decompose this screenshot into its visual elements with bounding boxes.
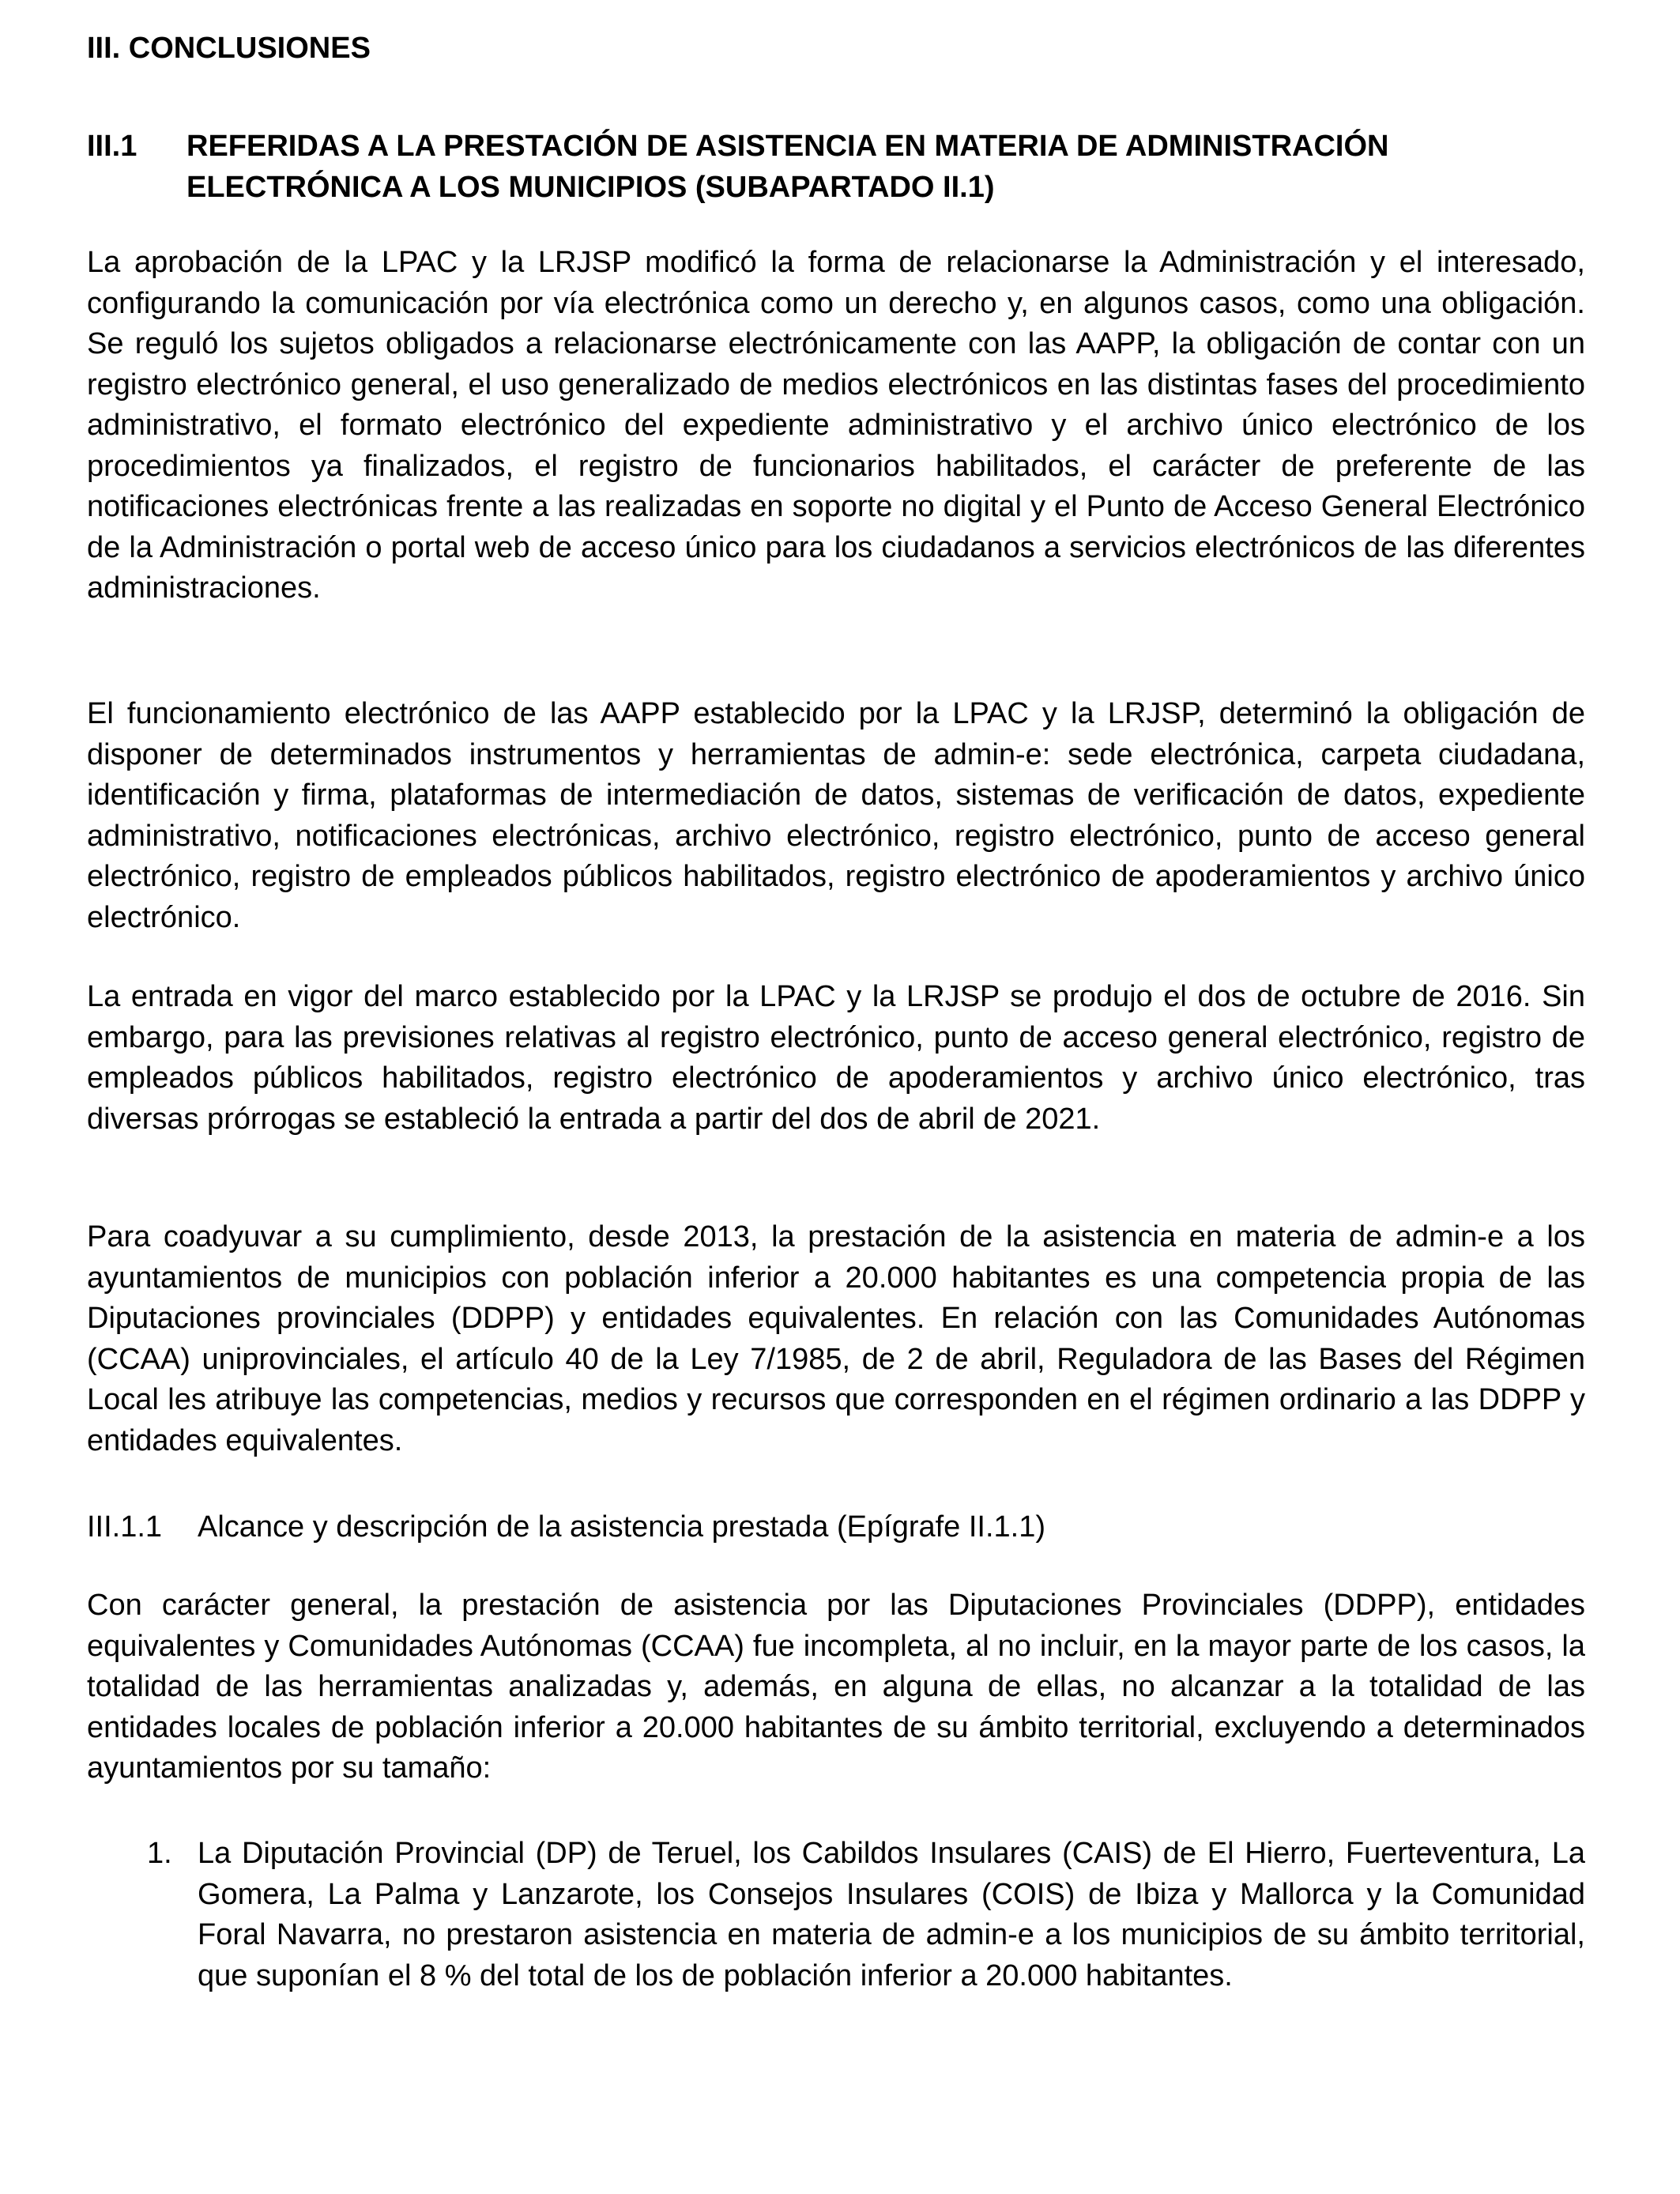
paragraph-3: La entrada en vigor del marco establecido por la LPAC y la LRJSP se produjo el dos de octubre de 2016. Sin embargo, para las previsiones relativas al registro electrónico, punto de acceso general electrónico, registro de empleados públicos habilitados, registro electrónico de apoderamientos y archivo único electrónico, tras diversas prórrogas se estableció la entrada a partir del dos de abril de 2021. [87, 980, 1585, 1136]
subsection-paragraph: Con carácter general, la prestación de asistencia por las Diputaciones Provinciales (DDPP), entidades equivalentes y Comunidades Autónomas (CCAA) fue incompleta, al no incluir, en la mayor parte de los casos, la totalidad de las herramientas analizadas y, además, en alguna de ellas, no alcanzar a la totalidad de las entidades locales de población inferior a 20.000 habitantes de su ámbito territorial, excluyendo a determinados ayuntamientos por su tamaño: [87, 1589, 1585, 1785]
list-item-text: La Diputación Provincial (DP) de Teruel, los Cabildos Insulares (CAIS) de El Hierro, Fuerteventura, La Gomera, La Palma y Lanzarote, los Consejos Insulares (COIS) de Ibiza y Mallorca y la Comunidad Foral Navarra, no prestaron asistencia en materia de admin-e a los municipios de su ámbito territorial, que suponían el 8 % del total de los de población inferior a 20.000 habitantes. [198, 1837, 1585, 1992]
list-marker: 1. [147, 1837, 172, 1870]
paragraph-4: Para coadyuvar a su cumplimiento, desde 2013, la prestación de la asistencia en materia de admin-e a los ayuntamientos de municipios con población inferior a 20.000 habitantes es una competencia propia de las Diputaciones provinciales (DDPP) y entidades equivalentes. En relación con las Comunidades Autónomas (CCAA) uniprovinciales, el artículo 40 de la Ley 7/1985, de 2 de abril, Reguladora de las Bases del Régimen Local les atribuye las competencias, medios y recursos que corresponden en el régimen ordinario a las DDPP y entidades equivalentes. [87, 1220, 1585, 1457]
subsection-number: III.1.1 [87, 1510, 163, 1544]
list-item [87, 1834, 1585, 1996]
subsection-heading [87, 1507, 1585, 1548]
section-number: III.1 [87, 130, 137, 163]
paragraph-2: El funcionamiento electrónico de las AAPP establecido por la LPAC y la LRJSP, determinó la obligación de disponer de determinados instrumentos y herramientas de admin-e: sede electrónica, carpeta ciudadana, identificación y firma, plataformas de intermediación de datos, sistemas de verificación de datos, expediente administrativo, notificaciones electrónicas, archivo electrónico, registro electrónico, punto de acceso general electrónico, registro de empleados públicos habilitados, registro electrónico de apoderamientos y archivo único electrónico. [87, 697, 1585, 934]
page-title: III. CONCLUSIONES [87, 32, 371, 65]
section-heading [87, 126, 1585, 208]
section-title: REFERIDAS A LA PRESTACIÓN DE ASISTENCIA EN MATERIA DE ADMINISTRACIÓN ELECTRÓNICA A LOS MUNICIPIOS (SUBAPARTADO II.1) [186, 130, 1389, 204]
subsection-title: Alcance y descripción de la asistencia prestada (Epígrafe II.1.1) [198, 1510, 1046, 1544]
paragraph-1: La aprobación de la LPAC y la LRJSP modificó la forma de relacionarse la Administración y el interesado, configurando la comunicación por vía electrónica como un derecho y, en algunos casos, como una obligación. Se reguló los sujetos obligados a relacionarse electrónicamente con las AAPP, la obligación de contar con un registro electrónico general, el uso generalizado de medios electrónicos en las distintas fases del procedimiento administrativo, el formato electrónico del expediente administrativo y el archivo único electrónico de los procedimientos ya finalizados, el registro de funcionarios habilitados, el carácter de preferente de las notificaciones electrónicas frente a las realizadas en soporte no digital y el Punto de Acceso General Electrónico de la Administración o portal web de acceso único para los ciudadanos a servicios electrónicos de las diferentes administraciones. [87, 246, 1585, 605]
